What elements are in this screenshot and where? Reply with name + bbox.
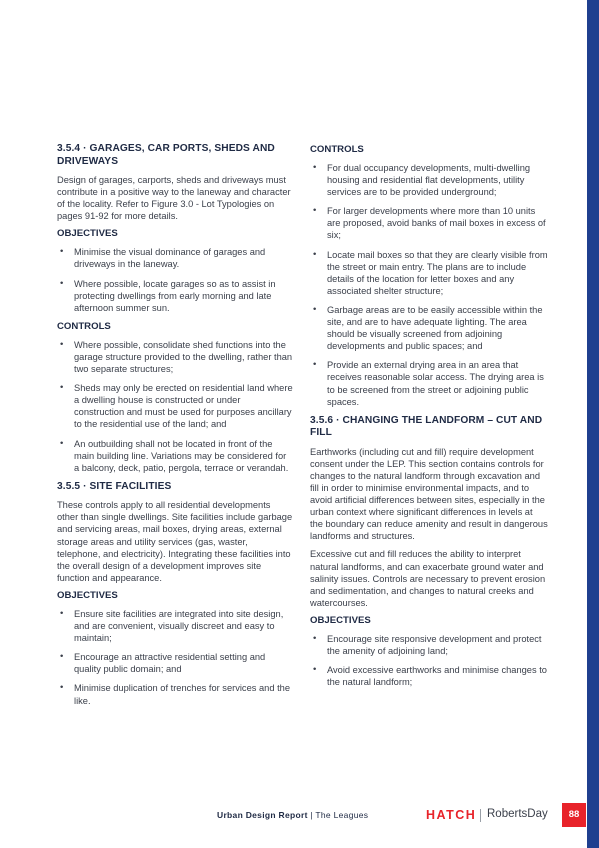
bullet-icon: • [313,664,317,676]
bullet-icon: • [313,359,317,371]
section-paragraph: Earthworks (including cut and fill) require development consent under the LEP. This section contains controls for changes to the natural landform through excavation and fill in order to minimise environmental impacts, and to avoid artificial differences between sites, especially in the urban context where significant differences in levels at the boundary can reduce amenity and result in dangerous landforms and structures. [310,446,548,542]
list-item: • An outbuilding shall not be located in front of the main building line. Variations may be considered for a balcony, deck, patio, pergola, terrace or verandah. [60,437,289,473]
list-item: • Encourage site responsive development and protect the amenity of adjoining land; [313,632,542,656]
page-footer [0,808,599,828]
objectives-heading: OBJECTIVES [57,589,118,601]
bullet-icon: • [313,632,317,644]
list-item: • Where possible, locate garages so as to assist in protecting dwellings from early morning and late afternoon summer sun. [60,277,276,313]
bullet-icon: • [60,382,64,394]
hatch-logo: HATCH [426,808,477,822]
bullet-icon: • [60,682,64,694]
bullet-icon: • [313,162,317,173]
list-item: • Ensure site facilities are integrated into site design, and are convenient, visually discreet and easy to maintain; [60,607,284,644]
section-intro: Design of garages, carports, sheds and driveways must contribute in a positive way to the laneway and character of the locality. Refer to Figure 3.0 - Lot Typologies on pages 91-92 for more details. [57,175,291,222]
controls-list [310,162,548,408]
bullet-icon: • [60,246,64,258]
objectives-list [310,633,548,688]
objectives-heading: OBJECTIVES [310,614,371,626]
bullet-icon: • [60,607,64,619]
section-heading-3-5-6: 3.5.6 · CHANGING THE LANDFORM – CUT AND FILL [310,414,543,439]
bullet-icon: • [60,338,64,350]
objectives-list [57,608,293,707]
bullet-icon: • [60,437,64,449]
section-heading-3-5-4: 3.5.4 · GARAGES, CAR PORTS, SHEDS AND DRIVEWAYS [57,143,275,167]
bullet-icon: • [313,303,317,315]
page-edge-bar [587,0,599,848]
list-item: • Sheds may only be erected on residential land where a dwelling house is constructed or under construction and must be used for purposes ancillary to the residential use of the land; and [60,382,293,430]
list-item: • Garbage areas are to be easily accessible within the site, and are to have adequate lighting. The area should be visually screened from adjoining developments and public spaces; and [313,303,543,352]
list-item: • Encourage an attractive residential setting and quality public domain; and [60,651,266,675]
objectives-heading: OBJECTIVES [57,228,118,240]
bullet-icon: • [60,651,64,663]
logo-divider [480,809,481,822]
controls-heading: CONTROLS [310,144,364,155]
list-item: • Locate mail boxes so that they are clearly visible from the street or main entry. The plans are to include details of the location for letter boxes and any associated shelter structure; [313,248,548,296]
list-item: • Minimise the visual dominance of garages and driveways in the laneway. [60,246,266,270]
section-heading-3-5-5: 3.5.5 · SITE FACILITIES [57,480,172,492]
section-intro: These controls apply to all residential developments other than single dwellings. Site facilities include garbage and servicing areas, mail boxes, drying areas, external storage areas and utility services (gas, waster, telephone, and electricity). Integrating these facilities into the overall design of a development improves site function and appearance. [57,500,293,583]
list-item: • Minimise duplication of trenches for services and the like. [60,682,290,706]
list-item: • For larger developments where more than 10 units are proposed, avoid banks of mail boxes in excess of six; [313,205,546,241]
section-paragraph: Excessive cut and fill reduces the ability to interpret natural landforms, and can exacerbate ground water and salinity issues. Controls are necessary to prevent erosion and sedimentation, and changes to natural creeks and watercourses. [310,549,546,608]
bullet-icon: • [313,205,317,217]
bullet-icon: • [313,248,317,260]
list-item: • Where possible, consolidate shed functions into the garage structure provided to the dwelling, rather than two separate structures; [60,338,293,375]
robertsday-logo: RobertsDay [487,808,548,820]
list-item: • Provide an external drying area in an area that receives reasonable solar access. The drying area is to be screened from the street or adjoining public spaces. [313,359,544,407]
list-item: • For dual occupancy developments, multi-dwelling housing and residential flat developments, utility services are to be provided underground; [313,162,531,198]
objectives-list [57,246,293,313]
left-column [57,143,293,714]
footer-report-title: Urban Design Report | The Leagues [217,810,369,820]
right-column [310,143,548,695]
controls-list [57,339,293,474]
page-number-badge: 88 [562,803,586,827]
bullet-icon: • [60,277,64,289]
list-item: • Avoid excessive earthworks and minimise changes to the natural landform; [313,664,547,688]
controls-heading: CONTROLS [57,320,111,332]
